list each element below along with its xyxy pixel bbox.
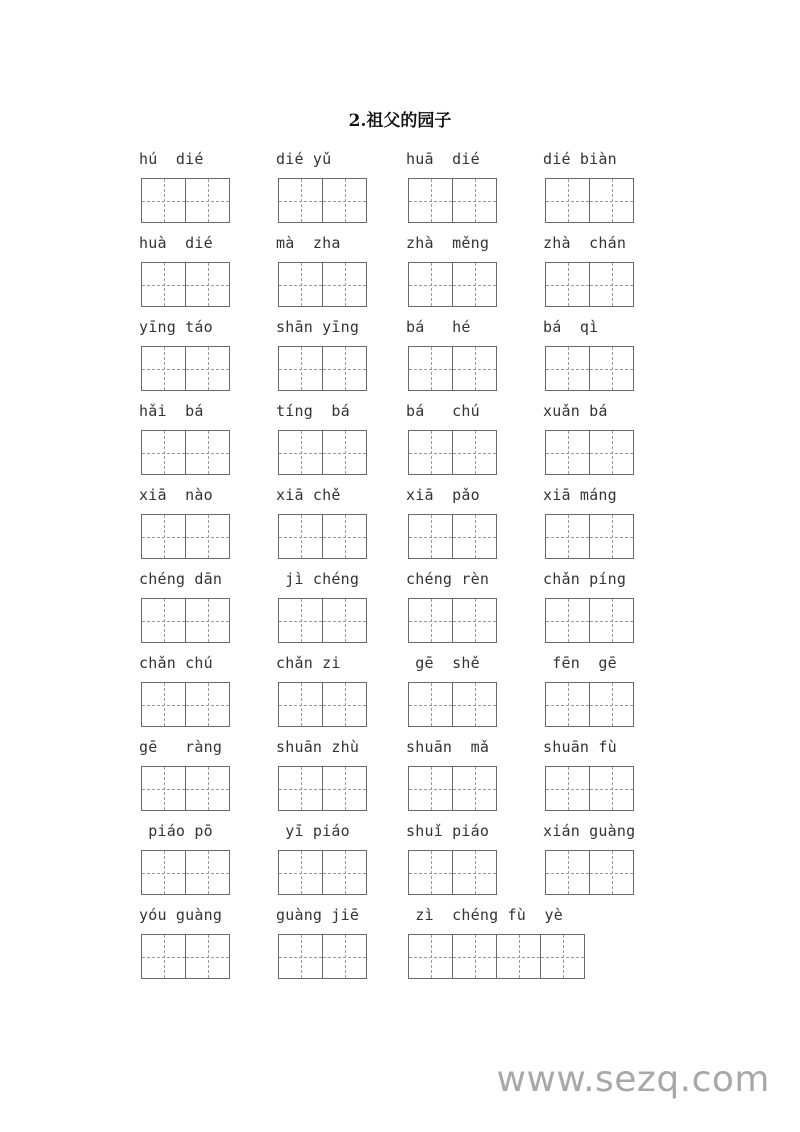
writing-cell[interactable] xyxy=(185,430,230,475)
word-item xyxy=(406,234,536,318)
writing-cell[interactable] xyxy=(545,178,590,223)
word-item xyxy=(276,906,406,990)
pinyin-label: shuān fù xyxy=(543,738,617,756)
pinyin-label: zhà chán xyxy=(543,234,627,252)
writing-cell[interactable] xyxy=(452,346,497,391)
word-item xyxy=(406,738,536,822)
writing-cell[interactable] xyxy=(141,430,186,475)
pinyin-label: chéng dān xyxy=(139,570,223,588)
word-item xyxy=(139,402,269,486)
pinyin-label: chǎn zi xyxy=(276,654,341,672)
writing-grid xyxy=(278,766,366,811)
writing-grid xyxy=(545,850,633,895)
writing-cell[interactable] xyxy=(322,766,367,811)
writing-grid xyxy=(141,598,229,643)
writing-cell[interactable] xyxy=(452,430,497,475)
pinyin-label: bá hé xyxy=(406,318,471,336)
pinyin-label: fēn gē xyxy=(543,654,617,672)
writing-cell[interactable] xyxy=(322,850,367,895)
writing-cell[interactable] xyxy=(141,766,186,811)
pinyin-label: xuǎn bá xyxy=(543,402,608,420)
pinyin-label: shuǐ piáo xyxy=(406,822,490,840)
writing-cell[interactable] xyxy=(589,430,634,475)
writing-cell[interactable] xyxy=(496,934,541,979)
word-item xyxy=(543,738,673,822)
word-item xyxy=(543,822,673,906)
writing-grid xyxy=(141,178,229,223)
word-item xyxy=(139,234,269,318)
word-item xyxy=(543,402,673,486)
word-item xyxy=(139,822,269,906)
writing-grid xyxy=(408,598,496,643)
writing-grid xyxy=(141,346,229,391)
pinyin-label: yī piáo xyxy=(276,822,350,840)
writing-cell[interactable] xyxy=(278,766,323,811)
writing-grid xyxy=(545,598,633,643)
word-item xyxy=(406,654,536,738)
pinyin-label: shān yīng xyxy=(276,318,360,336)
writing-cell[interactable] xyxy=(185,934,230,979)
word-item xyxy=(276,318,406,402)
word-item xyxy=(139,906,269,990)
word-item xyxy=(139,738,269,822)
pinyin-label: xiā máng xyxy=(543,486,617,504)
writing-cell[interactable] xyxy=(322,934,367,979)
pinyin-label: yóu guàng xyxy=(139,906,223,924)
writing-grid xyxy=(408,850,496,895)
writing-grid xyxy=(141,766,229,811)
writing-grid xyxy=(278,682,366,727)
word-item xyxy=(139,150,269,234)
writing-cell[interactable] xyxy=(322,598,367,643)
writing-cell[interactable] xyxy=(408,178,453,223)
writing-cell[interactable] xyxy=(545,682,590,727)
writing-cell[interactable] xyxy=(185,850,230,895)
word-item xyxy=(543,654,673,738)
writing-cell[interactable] xyxy=(452,682,497,727)
writing-grid xyxy=(278,346,366,391)
writing-grid xyxy=(545,766,633,811)
word-item xyxy=(543,486,673,570)
writing-cell[interactable] xyxy=(408,346,453,391)
word-item xyxy=(543,570,673,654)
pinyin-label: hǎi bá xyxy=(139,402,204,420)
writing-cell[interactable] xyxy=(589,682,634,727)
writing-cell[interactable] xyxy=(408,598,453,643)
writing-cell[interactable] xyxy=(545,598,590,643)
writing-cell[interactable] xyxy=(589,598,634,643)
page-title: 2.祖父的园子 xyxy=(348,111,452,131)
writing-grid xyxy=(141,430,229,475)
pinyin-label: huà dié xyxy=(139,234,213,252)
word-item xyxy=(406,906,606,990)
writing-cell[interactable] xyxy=(141,346,186,391)
word-item xyxy=(406,402,536,486)
writing-cell[interactable] xyxy=(278,850,323,895)
writing-cell[interactable] xyxy=(141,598,186,643)
writing-cell[interactable] xyxy=(141,682,186,727)
writing-cell[interactable] xyxy=(322,430,367,475)
writing-cell[interactable] xyxy=(452,514,497,559)
pinyin-label: jì chéng xyxy=(276,570,360,588)
word-item xyxy=(276,738,406,822)
writing-cell[interactable] xyxy=(589,850,634,895)
writing-cell[interactable] xyxy=(589,346,634,391)
word-item xyxy=(543,318,673,402)
writing-grid xyxy=(278,850,366,895)
word-item xyxy=(406,570,536,654)
pinyin-label: dié biàn xyxy=(543,150,617,168)
writing-cell[interactable] xyxy=(322,262,367,307)
writing-grid xyxy=(545,682,633,727)
pinyin-label: piáo pō xyxy=(139,822,213,840)
pinyin-label: shuān mǎ xyxy=(406,738,490,756)
writing-cell[interactable] xyxy=(408,514,453,559)
writing-cell[interactable] xyxy=(141,262,186,307)
word-item xyxy=(276,150,406,234)
pinyin-label: guàng jiē xyxy=(276,906,360,924)
writing-grid xyxy=(408,262,496,307)
writing-cell[interactable] xyxy=(185,682,230,727)
writing-cell[interactable] xyxy=(408,430,453,475)
pinyin-label: xiā chě xyxy=(276,486,341,504)
word-item xyxy=(406,150,536,234)
pinyin-label: zhà měng xyxy=(406,234,490,252)
word-item xyxy=(276,402,406,486)
writing-cell[interactable] xyxy=(452,262,497,307)
writing-grid xyxy=(141,850,229,895)
word-item xyxy=(276,822,406,906)
writing-grid xyxy=(408,514,496,559)
writing-cell[interactable] xyxy=(185,514,230,559)
pinyin-label: hú dié xyxy=(139,150,204,168)
writing-grid xyxy=(545,262,633,307)
writing-cell[interactable] xyxy=(452,766,497,811)
word-item xyxy=(543,234,673,318)
writing-cell[interactable] xyxy=(141,934,186,979)
pinyin-label: gē ràng xyxy=(139,738,223,756)
writing-cell[interactable] xyxy=(185,346,230,391)
pinyin-label: tíng bá xyxy=(276,402,350,420)
writing-grid xyxy=(141,682,229,727)
writing-cell[interactable] xyxy=(408,934,453,979)
writing-cell[interactable] xyxy=(452,934,497,979)
writing-cell[interactable] xyxy=(278,598,323,643)
writing-cell[interactable] xyxy=(408,262,453,307)
writing-grid xyxy=(408,346,496,391)
writing-grid xyxy=(141,262,229,307)
writing-cell[interactable] xyxy=(452,598,497,643)
pinyin-label: mà zha xyxy=(276,234,341,252)
writing-grid xyxy=(278,598,366,643)
word-item xyxy=(276,570,406,654)
writing-grid xyxy=(545,430,633,475)
word-item xyxy=(406,318,536,402)
word-item xyxy=(139,654,269,738)
writing-cell[interactable] xyxy=(141,514,186,559)
writing-cell[interactable] xyxy=(278,346,323,391)
pinyin-label: dié yǔ xyxy=(276,150,332,168)
writing-cell[interactable] xyxy=(545,430,590,475)
writing-grid xyxy=(408,682,496,727)
writing-cell[interactable] xyxy=(408,682,453,727)
writing-grid xyxy=(408,430,496,475)
writing-cell[interactable] xyxy=(545,514,590,559)
writing-cell[interactable] xyxy=(185,262,230,307)
writing-cell[interactable] xyxy=(278,934,323,979)
writing-grid xyxy=(408,934,584,979)
writing-cell[interactable] xyxy=(322,682,367,727)
writing-cell[interactable] xyxy=(322,178,367,223)
writing-cell[interactable] xyxy=(278,682,323,727)
writing-cell[interactable] xyxy=(545,262,590,307)
word-item xyxy=(139,486,269,570)
writing-cell[interactable] xyxy=(452,178,497,223)
pinyin-label: xiā nào xyxy=(139,486,213,504)
writing-cell[interactable] xyxy=(408,766,453,811)
writing-cell[interactable] xyxy=(408,850,453,895)
writing-cell[interactable] xyxy=(278,178,323,223)
writing-cell[interactable] xyxy=(141,178,186,223)
writing-cell[interactable] xyxy=(278,262,323,307)
writing-cell[interactable] xyxy=(452,850,497,895)
word-item xyxy=(543,150,673,234)
word-item xyxy=(406,822,536,906)
writing-grid xyxy=(278,514,366,559)
pinyin-label: xián guàng xyxy=(543,822,636,840)
pinyin-label: chǎn chú xyxy=(139,654,213,672)
writing-grid xyxy=(408,178,496,223)
writing-cell[interactable] xyxy=(278,514,323,559)
pinyin-label: shuān zhù xyxy=(276,738,360,756)
pinyin-label: zì chéng fù yè xyxy=(406,906,563,924)
pinyin-label: gē shě xyxy=(406,654,480,672)
word-item xyxy=(276,654,406,738)
pinyin-label: huā dié xyxy=(406,150,480,168)
writing-cell[interactable] xyxy=(589,514,634,559)
writing-grid xyxy=(278,178,366,223)
writing-cell[interactable] xyxy=(185,766,230,811)
writing-grid xyxy=(545,178,633,223)
writing-cell[interactable] xyxy=(589,262,634,307)
pinyin-label: bá qì xyxy=(543,318,599,336)
word-item xyxy=(276,486,406,570)
writing-grid xyxy=(278,430,366,475)
writing-grid xyxy=(545,514,633,559)
writing-grid xyxy=(278,934,366,979)
writing-cell[interactable] xyxy=(278,430,323,475)
pinyin-label: chéng rèn xyxy=(406,570,490,588)
writing-cell[interactable] xyxy=(141,850,186,895)
word-item xyxy=(139,318,269,402)
writing-cell[interactable] xyxy=(589,178,634,223)
pinyin-label: yīng táo xyxy=(139,318,213,336)
writing-cell[interactable] xyxy=(322,346,367,391)
watermark: www.sezq.com xyxy=(496,1059,770,1100)
writing-grid xyxy=(141,514,229,559)
writing-cell[interactable] xyxy=(322,514,367,559)
pinyin-label: xiā pǎo xyxy=(406,486,480,504)
writing-cell[interactable] xyxy=(185,598,230,643)
writing-grid xyxy=(141,934,229,979)
pinyin-label: chǎn píng xyxy=(543,570,627,588)
writing-cell[interactable] xyxy=(185,178,230,223)
writing-cell[interactable] xyxy=(540,934,585,979)
writing-cell[interactable] xyxy=(545,346,590,391)
writing-grid xyxy=(278,262,366,307)
writing-grid xyxy=(545,346,633,391)
writing-grid xyxy=(408,766,496,811)
writing-cell[interactable] xyxy=(545,850,590,895)
word-item xyxy=(406,486,536,570)
writing-cell[interactable] xyxy=(589,766,634,811)
word-item xyxy=(276,234,406,318)
writing-cell[interactable] xyxy=(545,766,590,811)
word-item xyxy=(139,570,269,654)
pinyin-label: bá chú xyxy=(406,402,480,420)
